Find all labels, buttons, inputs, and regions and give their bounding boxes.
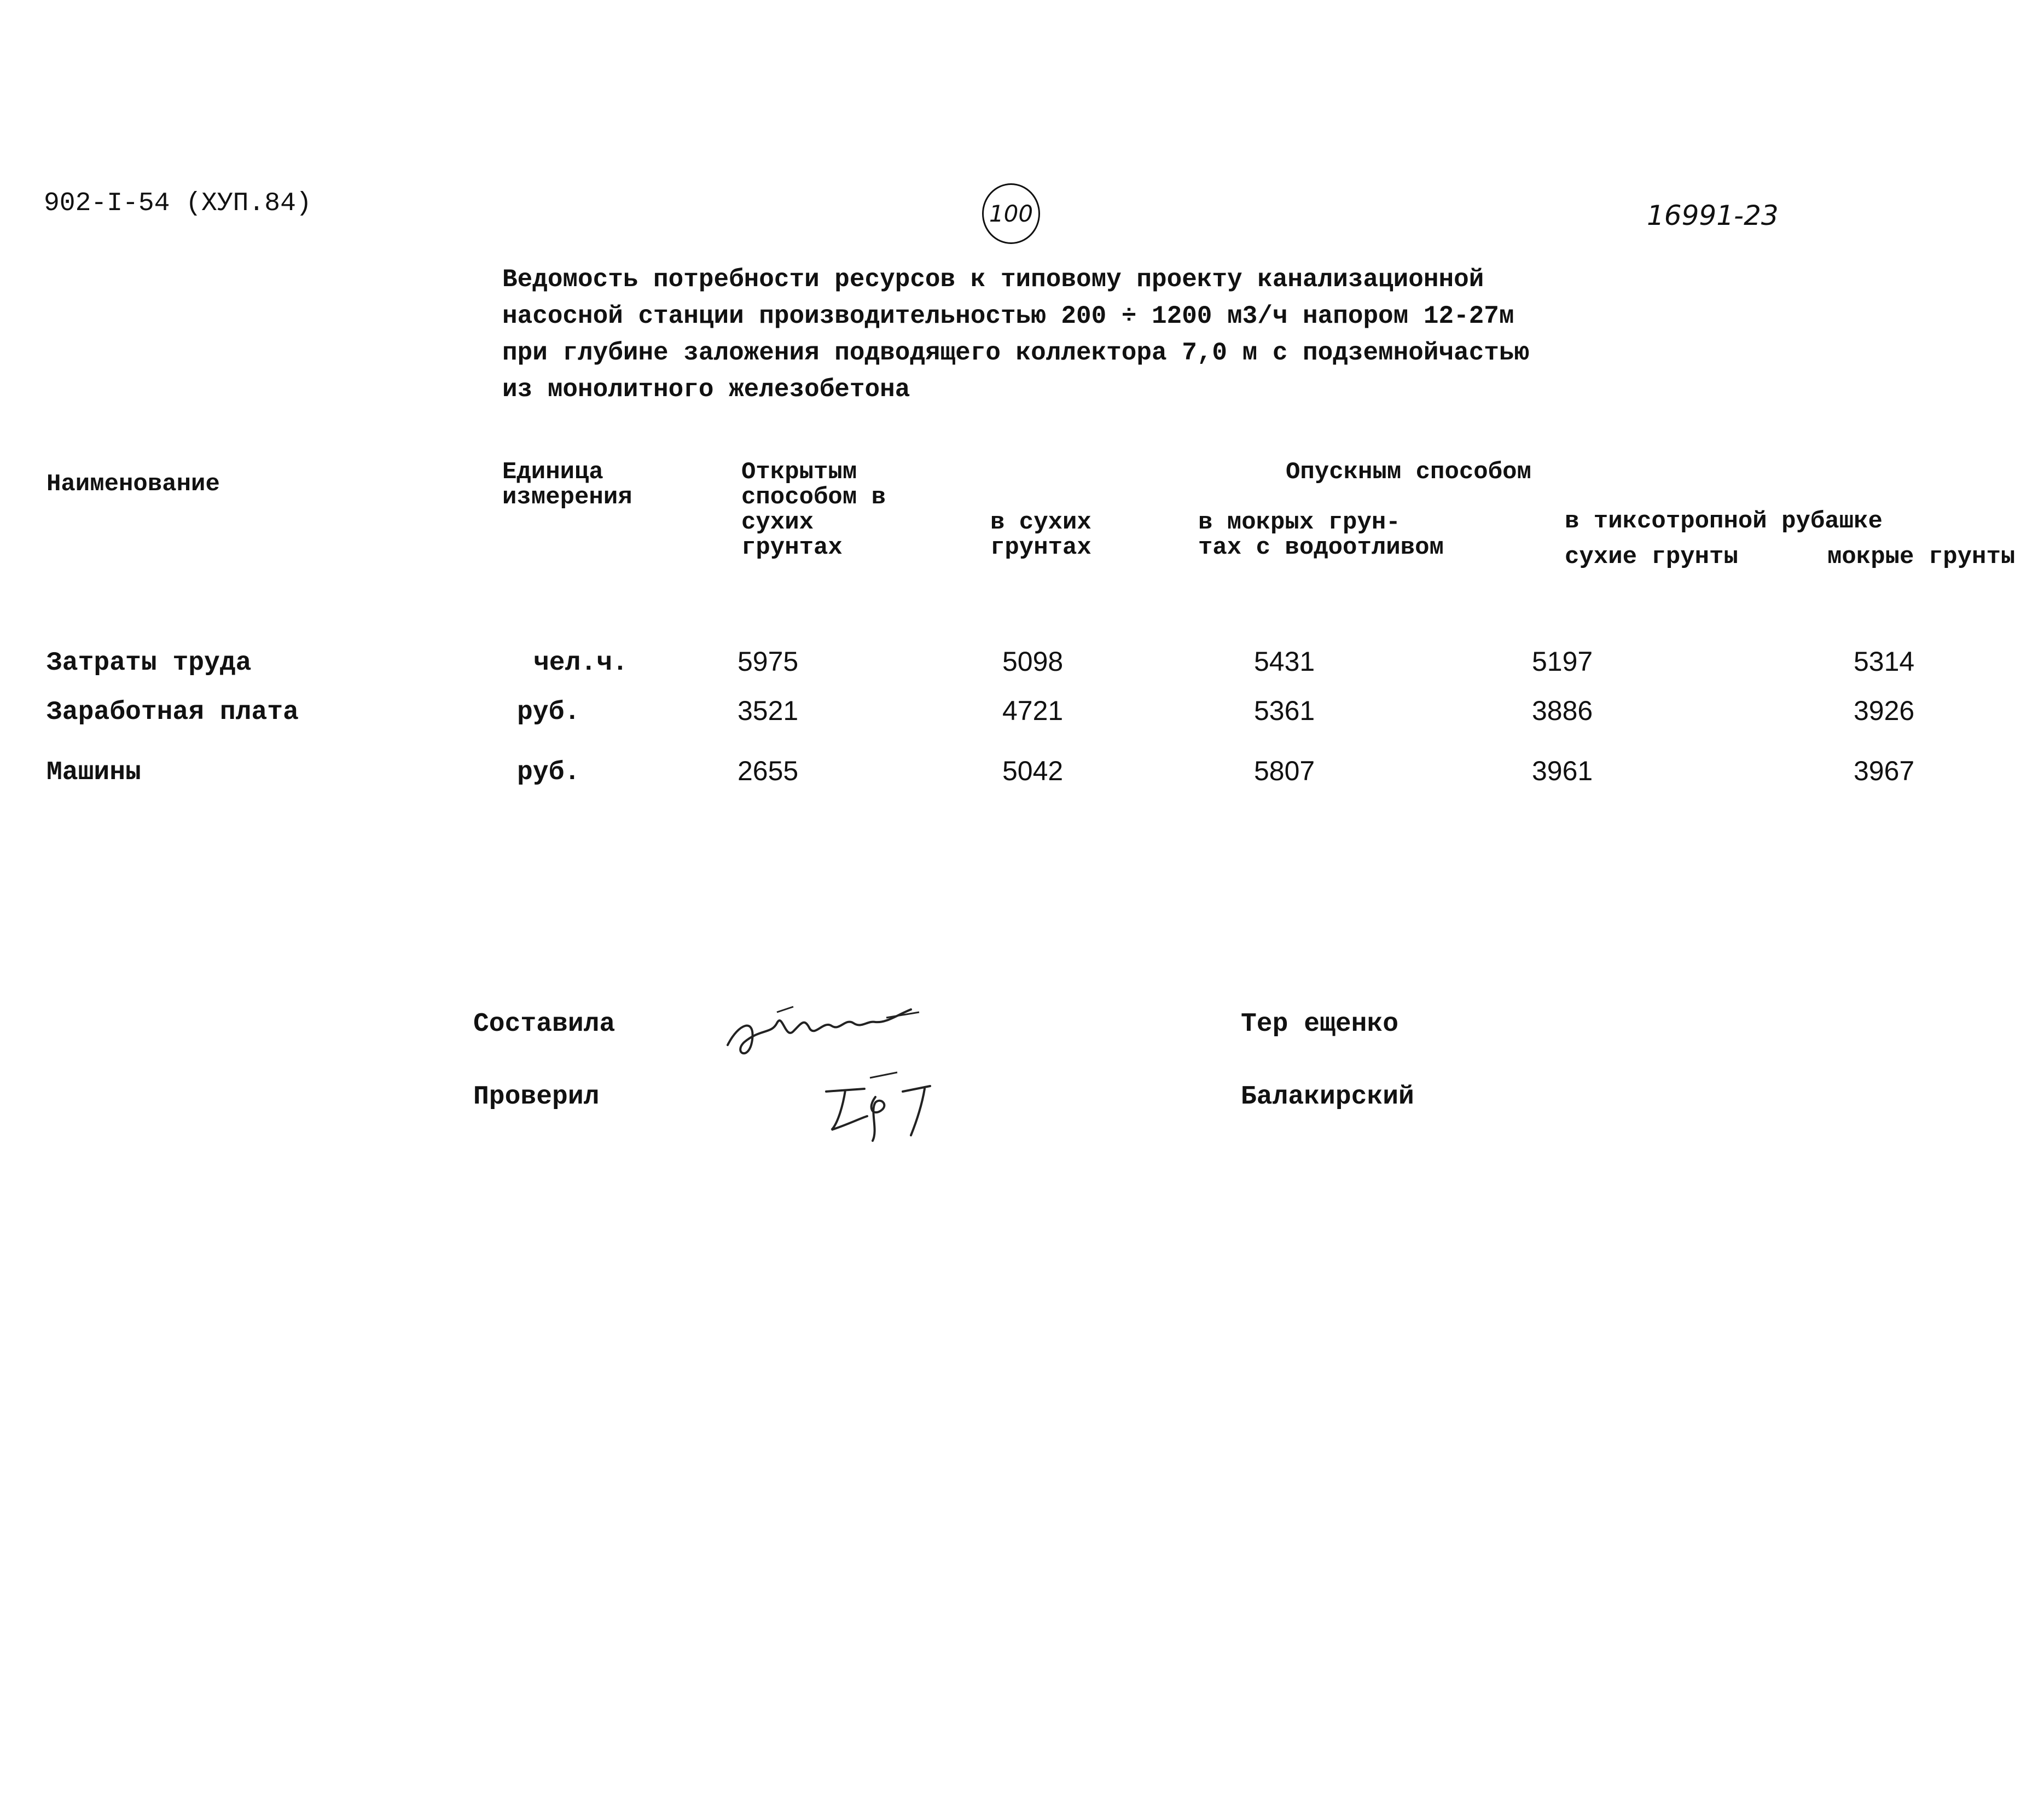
table-cell: 3926 bbox=[1854, 695, 1915, 726]
table-cell: 5314 bbox=[1854, 646, 1915, 677]
header-open-line: сухих bbox=[741, 509, 814, 536]
page-number-stamp bbox=[982, 183, 1040, 244]
table-cell: 4721 bbox=[1002, 695, 1064, 726]
row-unit: руб. bbox=[517, 698, 580, 727]
document-code: 902-I-54 (ХУП.84) bbox=[44, 189, 312, 218]
header-sinking-method: Опускным способом bbox=[1286, 458, 1531, 486]
table-cell: 5807 bbox=[1254, 756, 1315, 786]
header-open-line: грунтах bbox=[741, 534, 843, 561]
title-line: из монолитного железобетона bbox=[502, 375, 910, 404]
title-line: при глубине заложения подводящего коллектора 7,0 м с подземнойчастью bbox=[502, 339, 1530, 367]
header-sinking-dry-line: грунтах bbox=[990, 534, 1091, 561]
table-cell: 5098 bbox=[1002, 646, 1064, 677]
header-thixotropic-wet: мокрые грунты bbox=[1827, 543, 2016, 571]
header-unit bbox=[502, 460, 632, 510]
table-cell: 3886 bbox=[1532, 695, 1593, 726]
checked-by-name: Балакирский bbox=[1241, 1082, 1414, 1112]
header-name: Наименование bbox=[47, 471, 220, 498]
table-cell: 5197 bbox=[1532, 646, 1593, 677]
table-cell: 3521 bbox=[738, 695, 799, 726]
header-sinking-wet bbox=[1198, 510, 1444, 560]
row-unit: чел.ч. bbox=[533, 648, 628, 678]
header-thixotropic-dry: сухие грунты bbox=[1565, 543, 1738, 571]
page-number: 100 bbox=[989, 200, 1033, 227]
table-cell: 5431 bbox=[1254, 646, 1315, 677]
sheet-number: 16991-23 bbox=[1647, 200, 1779, 231]
row-unit: руб. bbox=[517, 758, 580, 787]
compiled-by-label: Составила bbox=[473, 1009, 615, 1039]
table-cell: 3967 bbox=[1854, 756, 1915, 786]
header-open-line: способом в bbox=[741, 484, 886, 511]
header-open-method bbox=[741, 460, 886, 560]
compiled-by-name: Тер ещенко bbox=[1241, 1009, 1399, 1039]
compiled-by-signature bbox=[722, 1001, 930, 1064]
row-label: Затраты труда bbox=[47, 648, 252, 678]
header-open-line: Открытым bbox=[741, 458, 857, 486]
row-label: Заработная плата bbox=[47, 698, 299, 727]
header-unit-line: измерения bbox=[502, 484, 632, 511]
table-cell: 5975 bbox=[738, 646, 799, 677]
checked-by-label: Проверил bbox=[473, 1082, 600, 1112]
document-title bbox=[502, 262, 1529, 408]
title-line: насосной станции производительностью 200 ÷ 1200 м3/ч напором 12-27м bbox=[502, 302, 1514, 330]
title-line: Ведомость потребности ресурсов к типовому проекту канализационной bbox=[502, 265, 1484, 294]
header-sinking-wet-line: в мокрых грун- bbox=[1198, 509, 1401, 536]
header-sinking-wet-line: тах с водоотливом bbox=[1198, 534, 1444, 561]
table-cell: 5042 bbox=[1002, 756, 1064, 786]
table-cell: 2655 bbox=[738, 756, 799, 786]
header-thixotropic: в тиксотропной рубашке bbox=[1565, 508, 1883, 535]
row-label: Машины bbox=[47, 758, 141, 787]
table-cell: 3961 bbox=[1532, 756, 1593, 786]
header-sinking-dry bbox=[990, 510, 1091, 560]
header-unit-line: Единица bbox=[502, 458, 603, 486]
checked-by-signature bbox=[815, 1064, 946, 1149]
table-cell: 5361 bbox=[1254, 695, 1315, 726]
header-sinking-dry-line: в сухих bbox=[990, 509, 1091, 536]
